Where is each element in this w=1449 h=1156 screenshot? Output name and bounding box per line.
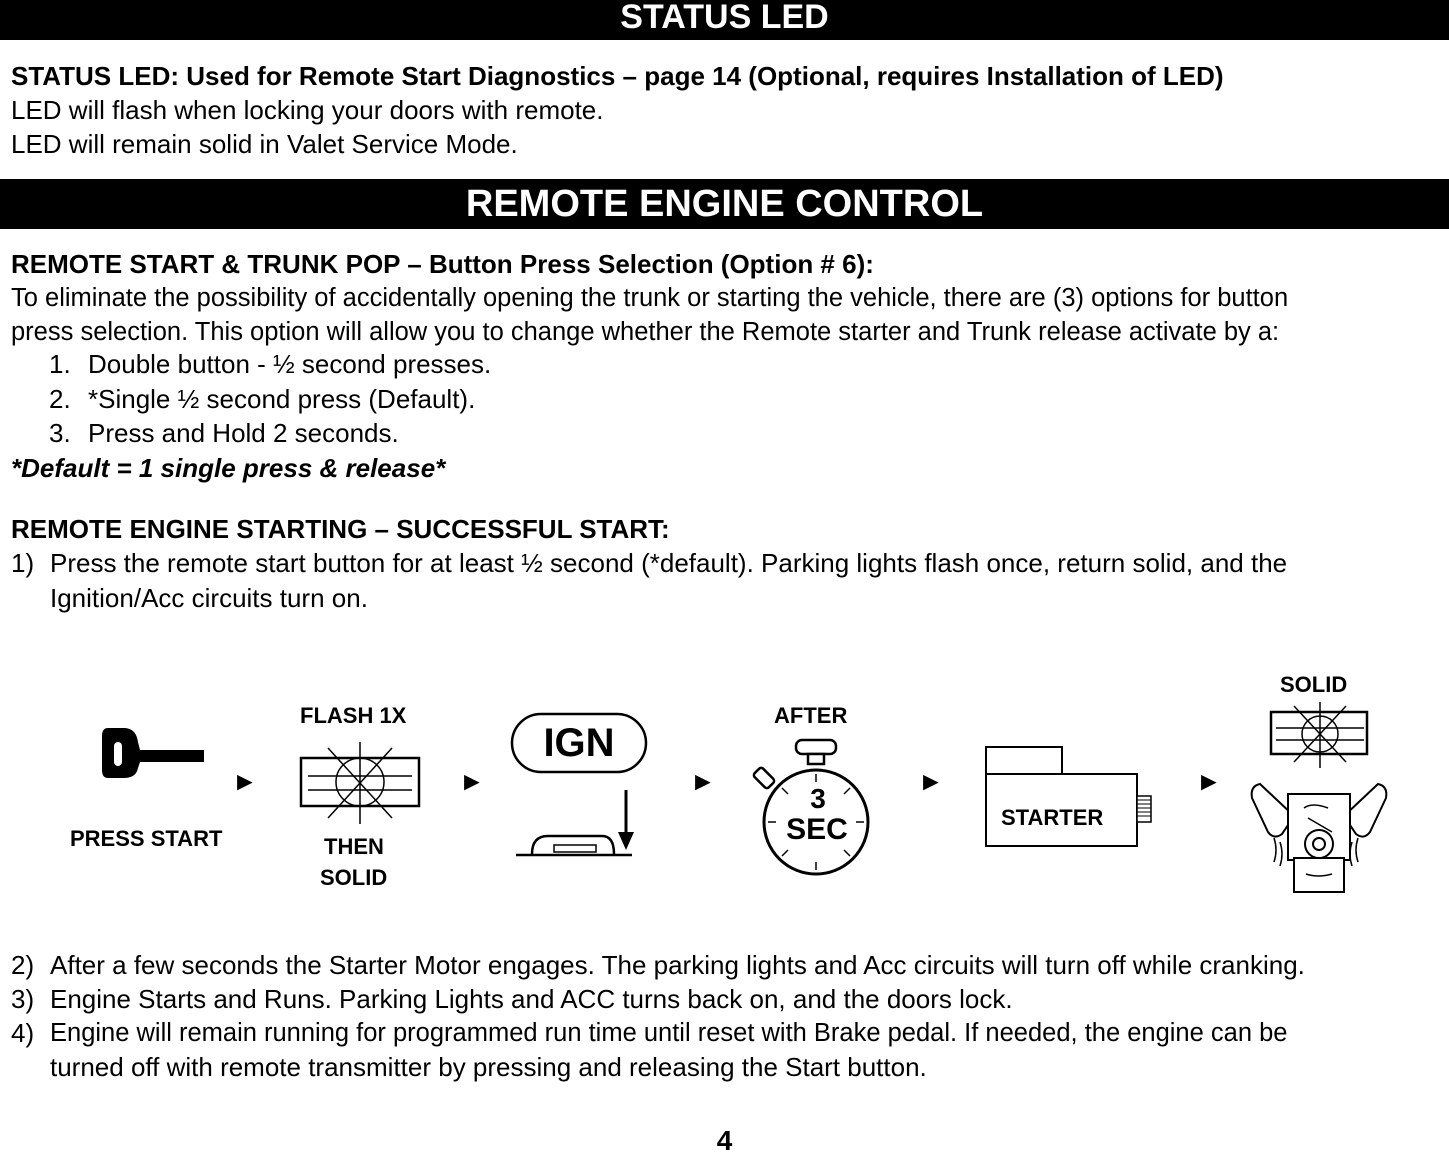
flow-arrow-1: ► [232,766,258,796]
ign-label: IGN [543,721,615,765]
page-number: 4 [716,1125,733,1156]
solid-light-icon [1268,700,1372,772]
status-led-header: STATUS LED [0,0,1449,40]
step-3-line-1: Engine Starts and Runs. Parking Lights and ACC turns back on, and the doors lock. [50,984,1013,1014]
option-2-text: *Single ½ second press (Default). [88,384,476,414]
status-led-heading: STATUS LED: Used for Remote Start Diagnostics – page 14 (Optional, requires Installation of LED) [11,61,1224,91]
trunk-pop-para-2: press selection. This option will allow you to change whether the Remote starter and Trunk release activate by a: [11,318,1280,346]
starting-heading: REMOTE ENGINE STARTING – SUCCESSFUL START: [11,514,670,544]
step-2-number: 2) [11,950,35,980]
solid-top-label: SOLID [1280,672,1348,697]
after-label: AFTER [774,703,848,728]
step-1-number: 1) [11,548,35,578]
flashing-light-icon [298,740,422,830]
starter-label: STARTER [1001,805,1104,830]
option-2-number: 2. [49,384,71,414]
option-1-text: Double button - ½ second presses. [88,349,492,379]
status-led-line-1: LED will flash when locking your doors with remote. [11,95,604,125]
flow-arrow-4: ► [918,766,944,796]
step-1-line-2: Ignition/Acc circuits turn on. [50,583,368,613]
option-3-text: Press and Hold 2 seconds. [88,418,399,448]
step-4-line-2: turned off with remote transmitter by pressing and releasing the Start button. [50,1052,927,1082]
flow-arrow-2: ► [459,766,485,796]
solid-below-label: SOLID [320,865,388,890]
key-icon [100,722,210,786]
step-1-line-1: Press the remote start button for at least ½ second (*default). Parking lights flash once, return solid, and the [50,548,1288,578]
flow-arrow-5: ► [1196,766,1222,796]
step-4-line-1: Engine will remain running for programmed run time until reset with Brake pedal. If needed, the engine can be [50,1019,1288,1047]
starter-motor-icon [984,744,1164,850]
step-3-number: 3) [11,984,35,1014]
trunk-pop-para-1: To eliminate the possibility of accidentally opening the trunk or starting the vehicle, there are (3) options for button [11,284,1289,312]
option-1-number: 1. [49,349,71,379]
option-3-number: 3. [49,418,71,448]
status-led-line-2: LED will remain solid in Valet Service Mode. [11,129,518,159]
flow-arrow-3: ► [690,766,716,796]
timer-number: 3 [810,783,826,814]
engine-icon [1248,778,1390,896]
step-2-line-1: After a few seconds the Starter Motor engages. The parking lights and Acc circuits will turn off while cranking. [50,950,1305,980]
flash-label: FLASH 1X [300,703,407,728]
press-start-label: PRESS START [70,826,223,851]
remote-engine-header: REMOTE ENGINE CONTROL [0,179,1449,229]
trunk-pop-heading: REMOTE START & TRUNK POP – Button Press Selection (Option # 6): [11,249,874,279]
timer-unit: SEC [786,813,848,846]
then-label: THEN [324,834,384,859]
step-4-number: 4) [11,1018,35,1048]
default-note: *Default = 1 single press & release* [11,453,446,483]
